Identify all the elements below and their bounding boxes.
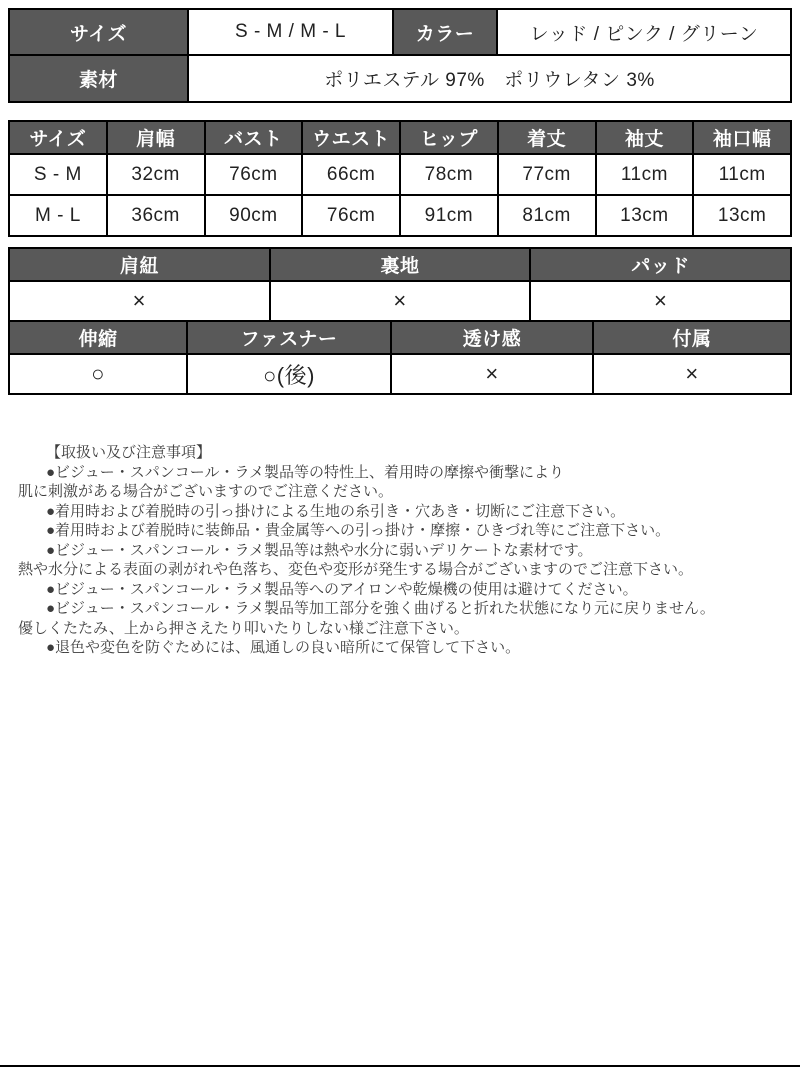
size-chart-table [8, 120, 792, 237]
size-label-cell: サイズ [10, 10, 187, 54]
size-chart-header-hip: ヒップ [401, 122, 497, 153]
size-chart-cell: 11cm [597, 155, 693, 194]
material-label-cell: 素材 [10, 56, 187, 101]
feature-value-lining: × [271, 282, 530, 320]
care-note-line: ●ビジュー・スパンコール・ラメ製品等は熱や水分に弱いデリケートな素材です。 [46, 541, 593, 559]
size-chart-cell: M - L [10, 196, 106, 235]
care-note-line: ●ビジュー・スパンコール・ラメ製品等へのアイロンや乾燥機の使用は避けてください。 [46, 580, 638, 598]
feature-header-lining: 裏地 [271, 249, 530, 280]
care-note-line: ●退色や変色を防ぐためには、風通しの良い暗所にて保管して下さい。 [46, 639, 521, 656]
feature-header-pad: パッド [531, 249, 790, 280]
size-chart-cell: 77cm [499, 155, 595, 194]
color-value-cell: レッド / ピンク / グリーン [498, 10, 790, 54]
care-note-line: ●着用時および着脱時の引っ掛けによる生地の糸引き・穴あき・切断にご注意下さい。 [46, 502, 626, 520]
size-chart-cell: 13cm [597, 196, 693, 235]
feature-header-fastener: ファスナー [188, 322, 390, 353]
feature-header-accessory: 付属 [594, 322, 790, 353]
features-row-bottom [10, 322, 790, 393]
size-chart-cell: 11cm [694, 155, 790, 194]
size-chart-header-length: 着丈 [499, 122, 595, 153]
size-chart-cell: 36cm [108, 196, 204, 235]
feature-value-strap: × [10, 282, 269, 320]
care-note-line: ●ビジュー・スパンコール・ラメ製品等の特性上、着用時の摩擦や衝撃により [46, 463, 565, 481]
size-chart-cell: 76cm [206, 155, 302, 194]
care-note-line: 優しくたたみ、上から押さえたり叩いたりしない様ご注意下さい。 [18, 619, 469, 637]
material-value-cell: ポリエステル 97% ポリウレタン 3% [189, 56, 790, 101]
feature-value-stretch: ○ [10, 355, 186, 393]
size-chart-cell: 76cm [303, 196, 399, 235]
size-chart-cell: 91cm [401, 196, 497, 235]
feature-value-fastener: ○(後) [188, 355, 390, 393]
size-chart-cell: 90cm [206, 196, 302, 235]
feature-value-sheerness: × [392, 355, 592, 393]
care-note-line: 熱や水分による表面の剥がれや色落ち、変色や変形が発生する場合がございますのでご注意下さい。 [18, 561, 694, 578]
size-value-cell: S - M / M - L [189, 10, 392, 54]
feature-value-pad: × [531, 282, 790, 320]
care-note-line: ●着用時および着脱時に装飾品・貴金属等への引っ掛け・摩擦・ひきづれ等にご注意下さい。 [46, 522, 671, 539]
features-row-top [10, 249, 790, 320]
size-chart-header-sleeve: 袖丈 [597, 122, 693, 153]
feature-value-accessory: × [594, 355, 790, 393]
size-chart-header-waist: ウエスト [303, 122, 399, 153]
features-table [8, 247, 792, 395]
feature-header-sheerness: 透け感 [392, 322, 592, 353]
spec-table [8, 8, 792, 103]
care-notes [8, 443, 792, 658]
size-chart-cell: 81cm [499, 196, 595, 235]
size-chart-cell: 13cm [694, 196, 790, 235]
size-chart-header-bust: バスト [206, 122, 302, 153]
size-chart-header-shoulder: 肩幅 [108, 122, 204, 153]
feature-header-stretch: 伸縮 [10, 322, 186, 353]
size-chart-cell: 32cm [108, 155, 204, 194]
size-chart-header-cuff: 袖口幅 [694, 122, 790, 153]
care-notes-title: 【取扱い及び注意事項】 [46, 444, 212, 461]
size-chart-header-size: サイズ [10, 122, 106, 153]
size-chart-cell: 66cm [303, 155, 399, 194]
feature-header-strap: 肩紐 [10, 249, 269, 280]
color-label-cell: カラー [394, 10, 496, 54]
size-chart-cell: S - M [10, 155, 106, 194]
care-note-line: ●ビジュー・スパンコール・ラメ製品等加工部分を強く曲げると折れた状態になり元に戻りません。 [46, 600, 715, 617]
care-note-line: 肌に刺激がある場合がございますのでご注意ください。 [18, 483, 394, 500]
size-chart-cell: 78cm [401, 155, 497, 194]
